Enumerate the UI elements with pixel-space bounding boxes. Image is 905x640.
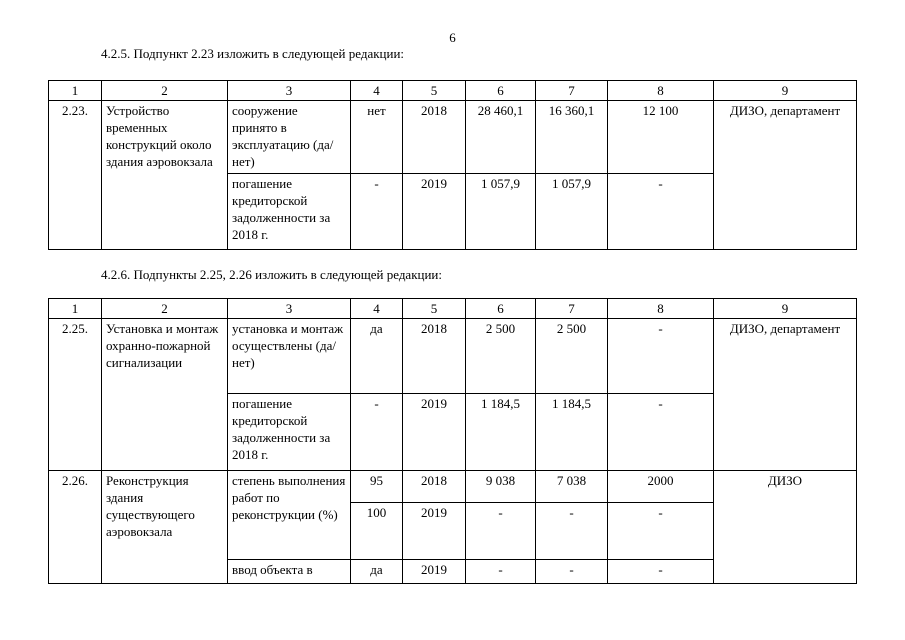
header-cell: 4	[351, 299, 403, 319]
table-row	[49, 101, 857, 174]
year: 2018	[403, 471, 466, 503]
col-7: -	[536, 560, 608, 584]
header-cell: 9	[714, 299, 857, 319]
value: нет	[351, 101, 403, 174]
header-cell: 5	[403, 299, 466, 319]
header-cell: 1	[49, 81, 102, 101]
responsible: ДИЗО	[714, 471, 857, 584]
responsible: ДИЗО, департамент	[714, 101, 857, 250]
value: -	[351, 174, 403, 250]
indicator: ввод объекта в	[228, 560, 351, 584]
header-cell: 8	[608, 81, 714, 101]
col-8: -	[608, 319, 714, 394]
item-name: Установка и монтаж охранно-пожарной сигнализации	[102, 319, 228, 471]
col-6: -	[466, 503, 536, 560]
col-8: -	[608, 503, 714, 560]
header-cell: 3	[228, 81, 351, 101]
col-7: 7 038	[536, 471, 608, 503]
col-6: 2 500	[466, 319, 536, 394]
section-heading-4-2-5: 4.2.5. Подпункт 2.23 изложить в следующей редакции:	[101, 46, 405, 61]
year: 2019	[403, 503, 466, 560]
header-cell: 2	[102, 299, 228, 319]
header-cell: 1	[49, 299, 102, 319]
header-cell: 5	[403, 81, 466, 101]
item-number: 2.25.	[49, 319, 102, 471]
table-row	[49, 319, 857, 394]
col-6: 1 184,5	[466, 394, 536, 471]
col-7: 16 360,1	[536, 101, 608, 174]
col-8: 2000	[608, 471, 714, 503]
col-8: -	[608, 394, 714, 471]
page-number: 6	[449, 30, 456, 45]
col-6: 9 038	[466, 471, 536, 503]
value: -	[351, 394, 403, 471]
item-number: 2.26.	[49, 471, 102, 584]
col-6: 1 057,9	[466, 174, 536, 250]
header-cell: 7	[536, 299, 608, 319]
col-7: 1 057,9	[536, 174, 608, 250]
indicator: степень выполнения работ по реконструкции (%)	[228, 471, 351, 560]
value: 95	[351, 471, 403, 503]
col-6: 28 460,1	[466, 101, 536, 174]
indicator: погашение кредиторской задолженности за 2018 г.	[228, 394, 351, 471]
header-cell: 6	[466, 299, 536, 319]
year: 2019	[403, 560, 466, 584]
table-4-2-6	[48, 298, 857, 584]
responsible: ДИЗО, департамент	[714, 319, 857, 471]
year: 2019	[403, 174, 466, 250]
year: 2019	[403, 394, 466, 471]
header-cell: 2	[102, 81, 228, 101]
value: да	[351, 319, 403, 394]
indicator: сооружение принято в эксплуатацию (да/нет)	[228, 101, 351, 174]
col-7: -	[536, 503, 608, 560]
table-header-row	[49, 81, 857, 101]
year: 2018	[403, 101, 466, 174]
header-cell: 6	[466, 81, 536, 101]
table-row	[49, 471, 857, 503]
year: 2018	[403, 319, 466, 394]
item-name: Устройство временных конструкций около здания аэровокзала	[102, 101, 228, 250]
header-cell: 3	[228, 299, 351, 319]
indicator: установка и монтаж осуществлены (да/нет)	[228, 319, 351, 394]
col-8: 12 100	[608, 101, 714, 174]
col-8: -	[608, 174, 714, 250]
col-7: 1 184,5	[536, 394, 608, 471]
header-cell: 9	[714, 81, 857, 101]
item-number: 2.23.	[49, 101, 102, 250]
table-4-2-5	[48, 80, 857, 250]
table-header-row	[49, 299, 857, 319]
header-cell: 7	[536, 81, 608, 101]
header-cell: 8	[608, 299, 714, 319]
section-heading-4-2-6: 4.2.6. Подпункты 2.25, 2.26 изложить в следующей редакции:	[101, 267, 442, 282]
col-6: -	[466, 560, 536, 584]
indicator: погашение кредиторской задолженности за 2018 г.	[228, 174, 351, 250]
value: да	[351, 560, 403, 584]
col-8: -	[608, 560, 714, 584]
col-7: 2 500	[536, 319, 608, 394]
value: 100	[351, 503, 403, 560]
item-name: Реконструкция здания существующего аэровокзала	[102, 471, 228, 584]
header-cell: 4	[351, 81, 403, 101]
